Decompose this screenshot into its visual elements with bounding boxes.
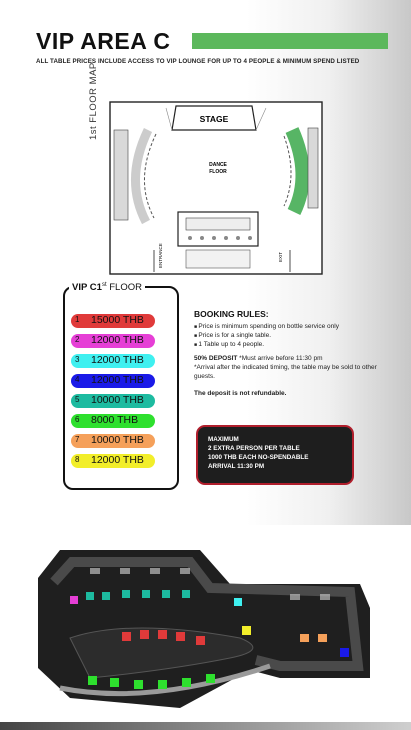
page-subtitle: ALL TABLE PRICES INCLUDE ACCESS TO VIP LOUNGE FOR UP TO 4 PEOPLE & MINIMUM SPEND LISTED [36, 58, 360, 65]
maximum-notice-box [196, 425, 354, 485]
left-bar [114, 130, 128, 220]
legend-row-4: 4 12000 THB [71, 374, 155, 388]
floor-plan-map [106, 100, 326, 278]
dance-floor-label-2: FLOOR [209, 169, 227, 175]
deposit-info [194, 354, 379, 381]
rule-item: ■ Price is minimum spending on bottle service only [194, 323, 339, 330]
deposit-label: 50% DEPOSIT [194, 355, 238, 362]
title-accent-bar [192, 33, 388, 49]
deposit-text: *Must arrive before 11:30 pm [237, 355, 323, 362]
rule-item: ■ Price is for a single table. [194, 332, 271, 339]
maximum-line: ARRIVAL 11:30 PM [208, 463, 265, 470]
maximum-line: 1000 THB EACH NO-SPENDABLE [208, 454, 309, 461]
legend-row-8: 8 12000 THB [71, 454, 155, 468]
booking-rules-title: BOOKING RULES: [194, 309, 269, 319]
maximum-line: 2 EXTRA PERSON PER TABLE [208, 445, 300, 452]
floor-3d-render [30, 538, 382, 708]
deposit-note: *Arrival after the indicated timing, the table may be sold to other guests. [194, 364, 377, 380]
stage-label: STAGE [199, 114, 229, 124]
entrance-label: ENTRANCE [158, 243, 163, 268]
legend-row-5: 5 10000 THB [71, 394, 155, 408]
legend-row-2: 2 12000 THB [71, 334, 155, 348]
bottom-gradient-bar [0, 722, 411, 730]
legend-row-3: 3 12000 THB [71, 354, 155, 368]
legend-title: VIP C1st FLOOR [69, 282, 145, 293]
legend-row-6: 6 8000 THB [71, 414, 155, 428]
right-bar [308, 128, 318, 208]
page-title: VIP AREA C [36, 28, 171, 54]
dance-floor-label-1: DANCE [209, 162, 227, 168]
maximum-line: MAXIMUM [208, 436, 239, 443]
exit-label: EXIT [278, 251, 283, 262]
floor-map-label: 1st FLOOR MAP [88, 62, 99, 140]
legend-row-1: 1 15000 THB [71, 314, 155, 328]
price-legend [63, 282, 179, 490]
rule-item: ■ 1 Table up to 4 people. [194, 341, 264, 348]
legend-row-7: 7 10000 THB [71, 434, 155, 448]
refund-note: The deposit is not refundable. [194, 390, 287, 397]
